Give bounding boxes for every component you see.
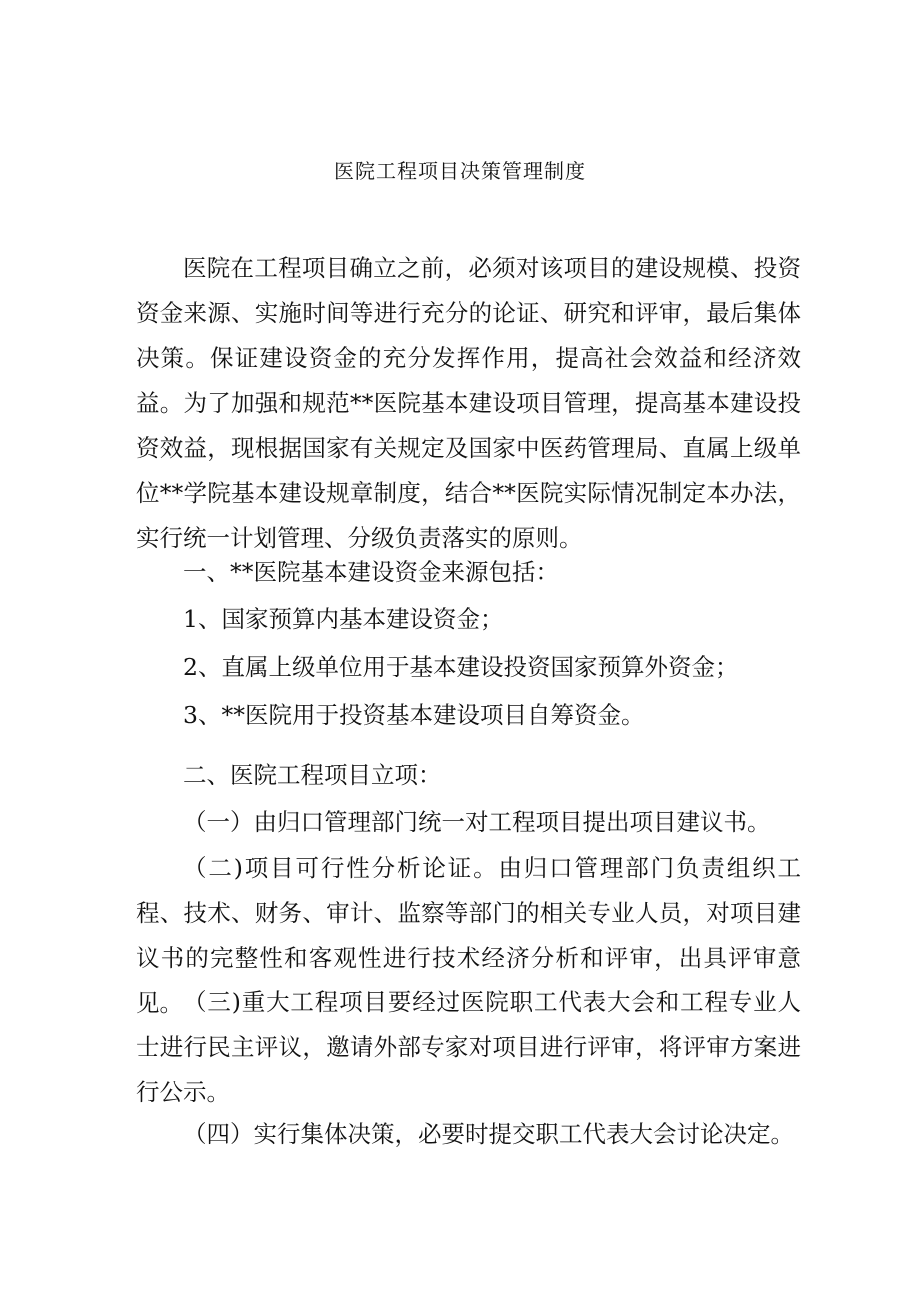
section1-heading: 一、**医院基本建设资金来源包括： — [183, 558, 559, 586]
document-title: 医院工程项目决策管理制度 — [334, 159, 586, 183]
section1-item-2: 2、直属上级单位用于基本建设投资国家预算外资金； — [183, 653, 739, 681]
section1-item-1: 1、国家预算内基本建设资金； — [183, 605, 504, 633]
section2-heading: 二、医院工程项目立项： — [183, 761, 442, 789]
section2-item-4: （四）实行集体决策，必要时提交职工代表大会讨论决定。 — [183, 1120, 794, 1148]
section2-item-1: （一）由归口管理部门统一对工程项目提出项目建议书。 — [183, 808, 771, 836]
section2-item-2: （二)项目可行性分析论证。由归口管理部门负责组织工程、技术、财务、审计、监察等部门的相关专业人员，对项目建议书的完整性和客观性进行技术经济分析和评审，出具评审意见。 — [136, 854, 801, 1017]
section1-item-3: 3、**医院用于投资基本建设项目自筹资金。 — [183, 701, 645, 729]
section2-item-3: （三)重大工程项目要经过医院职工代表大会和工程专业人士进行民主评议，邀请外部专家对项目进行评审，将评审方案进行公示。 — [136, 988, 801, 1106]
intro-paragraph: 医院在工程项目确立之前，必须对该项目的建设规模、投资资金来源、实施时间等进行充分的论证、研究和评审，最后集体决策。保证建设资金的充分发挥作用，提高社会效益和经济效益。为了加强和规范**医院基本建设项目管理，提高基本建设投资效益，现根据国家有关规定及国家中医药管理局、直属上级单位**学院基本建设规章制度，结合**医院实际情况制定本办法，实行统一计划管理、分级负责落实的原则。 — [136, 254, 801, 552]
